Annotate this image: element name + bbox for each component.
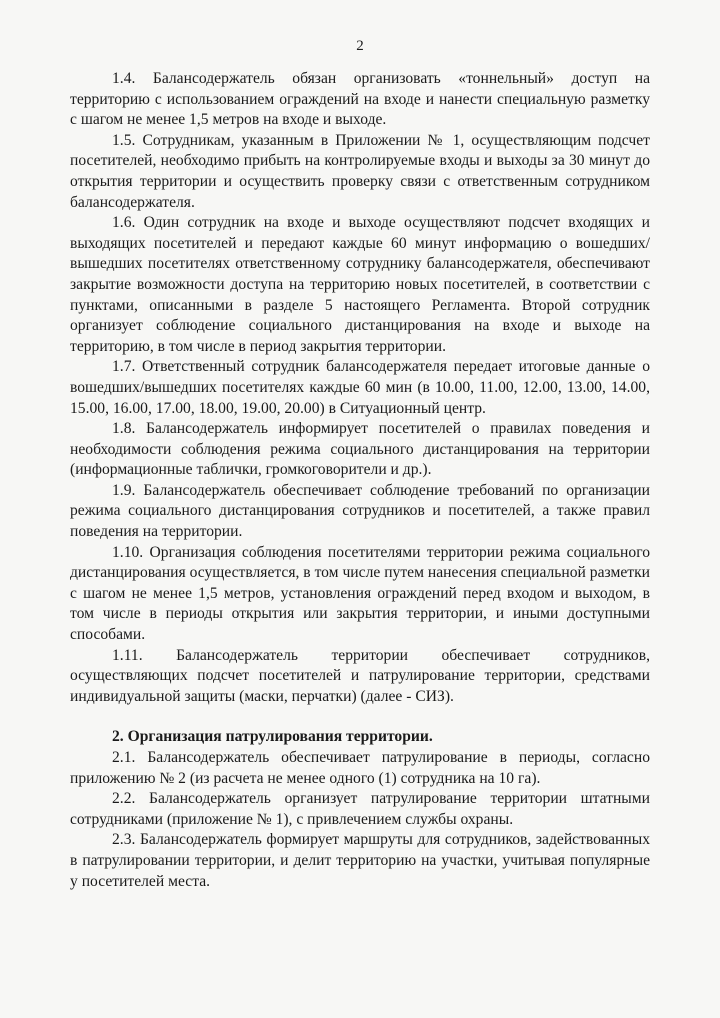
paragraph-1-10: 1.10. Организация соблюдения посетителями территории режима социального дистанцирования осуществляется, в том числе путем нанесения специальной разметки с шагом не менее 1,5 метров, установления ограждений перед входом и выходом, в том числе в периоды открытия или закрытия территории, и иными доступными способами.	[70, 543, 650, 644]
paragraph-2-3: 2.3. Балансодержатель формирует маршруты для сотрудников, задействованных в патрулировании территории, и делит территорию на участки, учитывая популярные у посетителей места.	[70, 831, 650, 890]
paragraph-1-4: 1.4. Балансодержатель обязан организовать «тоннельный» доступ на территорию с использованием ограждений на входе и нанести специальную разметку с шагом не менее 1,5 метров на входе и выходе.	[70, 70, 650, 129]
paragraph-1-9: 1.9. Балансодержатель обеспечивает соблюдение требований по организации режима социального дистанцирования сотрудников и посетителей, а также правил поведения на территории.	[70, 481, 650, 541]
paragraph-2-1: 2.1. Балансодержатель обеспечивает патрулирование в периоды, согласно приложению № 2 (из расчета не менее одного (1) сотрудника на 10 га).	[70, 749, 650, 787]
page-number: 2	[356, 38, 364, 54]
paragraph-1-11: 1.11. Балансодержатель территории обеспечивает сотрудников, осуществляющих подсчет посетителей и патрулирование территории, средствами индивидуальной защиты (маски, перчатки) (далее - СИЗ).	[70, 646, 650, 705]
paragraph-1-8: 1.8. Балансодержатель информирует посетителей о правилах поведения и необходимости соблюдения режима социального дистанцирования на территории (информационные таблички, громкоговорители и др.).	[70, 420, 650, 479]
paragraph-1-5: 1.5. Сотрудникам, указанным в Приложении № 1, осуществляющим подсчет посетителей, необходимо прибыть на контролируемые входы и выходы за 30 минут до открытия территории и осуществить проверку связи с ответственным сотрудником балансодержателя.	[70, 131, 650, 211]
paragraph-1-7: 1.7. Ответственный сотрудник балансодержателя передает итоговые данные о вошедших/вышедших посетителях каждые 60 мин (в 10.00, 11.00, 12.00, 13.00, 14.00, 15.00, 16.00, 17.00, 18.00, 19.00, 20.00) в Ситуационный центр.	[70, 358, 650, 417]
paragraph-1-6: 1.6. Один сотрудник на входе и выходе осуществляют подсчет входящих и выходящих посетителей и передают каждые 60 минут информацию о вошедших/вышедших посетителях ответственному сотруднику балансодержателя, обеспечивают закрытие возможности доступа на территорию новых посетителей, в соответствии с пунктами, описанными в разделе 5 настоящего Регламента. Второй сотрудник организует соблюдение социального дистанцирования на входе и выходе на территорию, в том числе в период закрытия территории.	[70, 214, 650, 355]
paragraph-2-2: 2.2. Балансодержатель организует патрулирование территории штатными сотрудниками (приложение № 1), с привлечением службы охраны.	[70, 790, 650, 828]
section-2-title: 2. Организация патрулирования территории.	[112, 728, 433, 746]
